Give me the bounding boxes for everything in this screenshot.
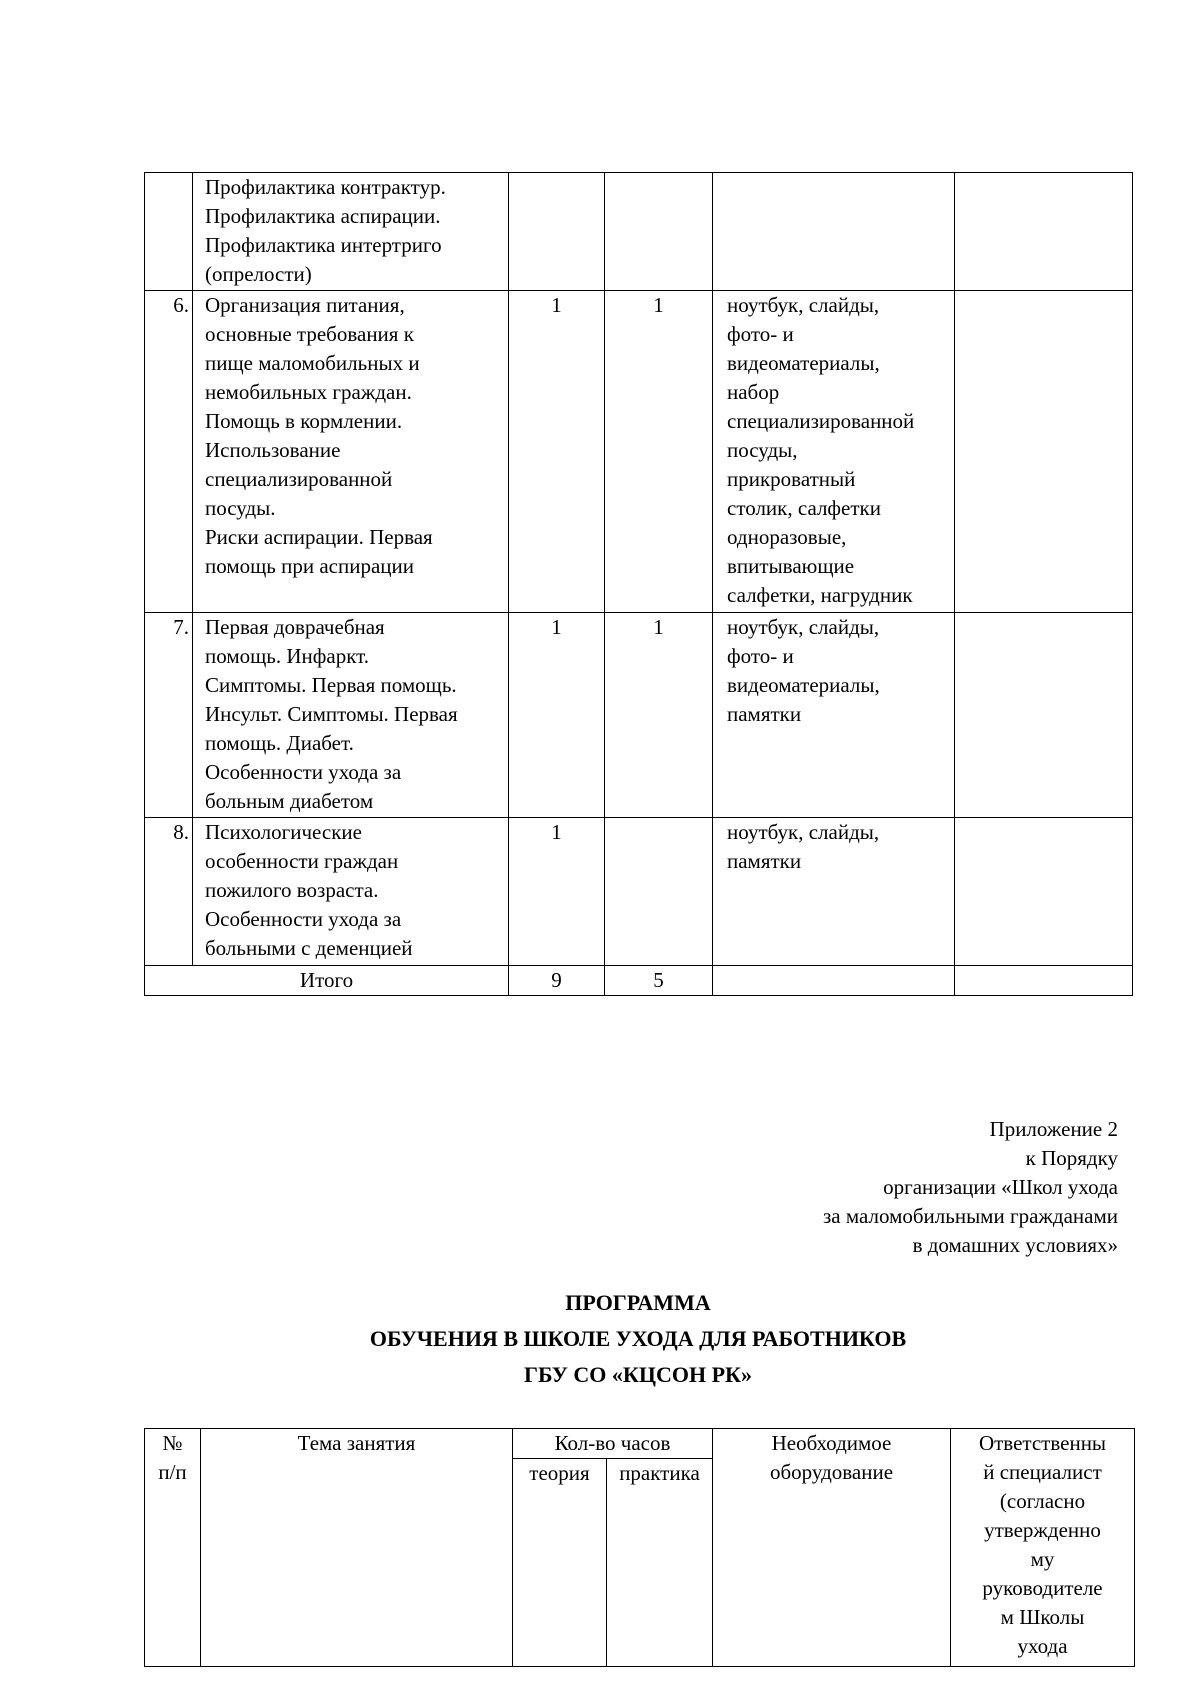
row-responsible <box>955 291 1133 613</box>
header-row <box>145 1429 1135 1459</box>
row-equipment: ноутбук, слайды, фото- и видеоматериалы, набор специализированной посуды, прикроватный столик, салфетки одноразовые, впитывающие салфетки, нагрудник <box>713 291 955 613</box>
row-responsible <box>955 173 1133 291</box>
row-equipment: ноутбук, слайды, фото- и видеоматериалы, памятки <box>713 613 955 818</box>
row-practice-hours: 1 <box>605 613 713 818</box>
program-table-continued <box>144 172 1133 996</box>
row-number: 7. <box>145 613 193 818</box>
total-responsible <box>955 966 1133 996</box>
header-hours: Кол-во часов <box>513 1429 713 1459</box>
row-theory-hours: 1 <box>509 818 605 966</box>
title-line-2: ОБУЧЕНИЯ В ШКОЛЕ УХОДА ДЛЯ РАБОТНИКОВ <box>369 1326 907 1351</box>
row-topic: Организация питания, основные требования к пище маломобильных и немобильных граждан. Помощь в кормлении. Использование специализированной посуды. Риски аспирации. Первая помощь при аспирации <box>193 291 509 613</box>
row-responsible <box>955 613 1133 818</box>
row-practice-hours <box>605 173 713 291</box>
row-practice-hours: 1 <box>605 291 713 613</box>
header-equipment: Необходимое оборудование <box>713 1429 951 1667</box>
header-responsible: Ответственны й специалист (согласно утвержденно му руководителе м Школы ухода <box>951 1429 1135 1667</box>
row-theory-hours: 1 <box>509 291 605 613</box>
row-responsible <box>955 818 1133 966</box>
program-table <box>144 1428 1135 1667</box>
row-topic: Профилактика контрактур. Профилактика аспирации. Профилактика интертриго (опрелости) <box>193 173 509 291</box>
row-number: 6. <box>145 291 193 613</box>
header-topic: Тема занятия <box>201 1429 513 1667</box>
table-row <box>145 613 1133 818</box>
row-theory-hours <box>509 173 605 291</box>
row-number <box>145 173 193 291</box>
program-title <box>144 1285 1132 1393</box>
table-row <box>145 291 1133 613</box>
header-theory: теория <box>513 1459 607 1667</box>
row-practice-hours <box>605 818 713 966</box>
table-row <box>145 818 1133 966</box>
annex-reference: Приложение 2 к Порядку организации «Школ ухода за маломобильными гражданами в домашних условиях» <box>822 1117 1118 1257</box>
title-line-1: ПРОГРАММА <box>565 1290 711 1315</box>
row-equipment: ноутбук, слайды, памятки <box>713 818 955 966</box>
total-label: Итого <box>145 966 509 996</box>
row-topic: Психологические особенности граждан пожилого возраста. Особенности ухода за больными с деменцией <box>193 818 509 966</box>
header-practice: практика <box>607 1459 713 1667</box>
row-topic: Первая доврачебная помощь. Инфаркт. Симптомы. Первая помощь. Инсульт. Симптомы. Первая помощь. Диабет. Особенности ухода за больным диабетом <box>193 613 509 818</box>
total-theory-hours: 9 <box>509 966 605 996</box>
header-number: № п/п <box>145 1429 201 1667</box>
title-line-3: ГБУ СО «КЦСОН РК» <box>524 1362 752 1387</box>
total-practice-hours: 5 <box>605 966 713 996</box>
row-number: 8. <box>145 818 193 966</box>
row-theory-hours: 1 <box>509 613 605 818</box>
total-equipment <box>713 966 955 996</box>
total-row <box>145 966 1133 996</box>
table-row <box>145 173 1133 291</box>
row-equipment <box>713 173 955 291</box>
